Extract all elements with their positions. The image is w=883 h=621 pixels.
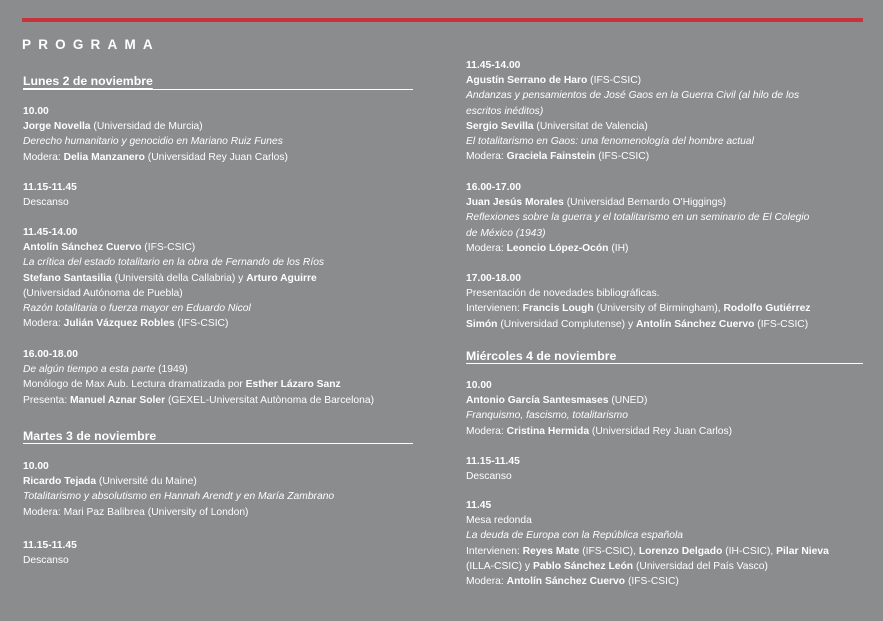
moderator-line: Modera: Mari Paz Balibrea (University of London) [23, 506, 249, 518]
speaker-affiliation: (IFS-CSIC), [579, 545, 639, 557]
moderator-name: Leoncio López-Ocón [506, 242, 609, 254]
talk-title: La deuda de Europa con la República española [466, 530, 683, 542]
session-time: 10.00 [466, 380, 492, 391]
talk-title: Reflexiones sobre la guerra y el totalitarismo en un seminario de El Colegio [466, 212, 810, 224]
session-monday-1000 [23, 104, 288, 165]
speaker-affiliation: (Universidad Autónoma de Puebla) [23, 287, 183, 299]
talk-title: Derecho humanitario y genocidio en Mariano Ruiz Funes [23, 136, 283, 148]
reader-name: Esther Lázaro Sanz [245, 379, 341, 391]
moderator-label: Modera: [466, 576, 507, 588]
day-heading-wednesday: Miércoles 4 de noviembre [466, 349, 617, 363]
speaker-name: Arturo Aguirre [246, 272, 317, 284]
session-time: 11.15-11.45 [23, 540, 77, 551]
speaker-affiliation: (Universidad Bernardo O'Higgings) [563, 197, 727, 209]
presenter-label: Presenta: [23, 394, 70, 406]
session-wednesday-1000 [466, 378, 732, 439]
participants-label: Intervienen: [466, 545, 523, 557]
break-label: Descanso [23, 555, 69, 567]
session-time: 11.45-14.00 [23, 227, 78, 238]
speaker-name: Rodolfo Gutiérrez [723, 303, 811, 315]
presenter-affiliation: (GEXEL-Universitat Autònoma de Barcelona) [165, 394, 375, 406]
moderator-label: Modera: [466, 425, 507, 437]
moderator-label: Modera: [23, 318, 64, 330]
speaker-name: Antolín Sánchez Cuervo [23, 242, 142, 254]
speaker-name: Stefano Santasilia [23, 272, 112, 284]
talk-title: Andanzas y pensamientos de José Gaos en la Guerra Civil (al hilo de los [466, 90, 800, 102]
speaker-name: Pablo Sánchez León [532, 560, 634, 572]
page-title: PROGRAMA [22, 37, 160, 52]
speaker-name: Antolín Sánchez Cuervo [635, 318, 755, 330]
talk-title: Totalitarismo y absolutismo en Hannah Arendt y en María Zambrano [23, 491, 335, 503]
top-accent-bar [22, 18, 863, 22]
speaker-affiliation: (IFS-CSIC) [587, 75, 642, 87]
talk-title-cont: escritos inéditos) [466, 105, 544, 117]
session-wednesday-1145 [466, 498, 829, 589]
work-title: De algún tiempo a esta parte [23, 364, 156, 376]
moderator-label: Modera: [23, 151, 64, 163]
speaker-name-cont: Simón [466, 318, 498, 330]
talk-title: Razón totalitaria o fuerza mayor en Eduardo Nicol [23, 303, 251, 315]
day-heading-rule [466, 363, 863, 364]
speaker-affiliation: (IFS-CSIC) [754, 318, 809, 330]
break-label: Descanso [23, 197, 69, 209]
moderator-name: Antolín Sánchez Cuervo [506, 576, 626, 588]
speaker-affiliation: (IH-CSIC), [722, 545, 777, 557]
moderator-name: Julián Vázquez Robles [63, 318, 175, 330]
break-label: Descanso [466, 471, 512, 483]
speaker-affiliation: (Universidad del País Vasco) [633, 560, 768, 572]
day-heading-rule [23, 89, 413, 90]
event-type: Mesa redonda [466, 515, 532, 527]
speaker-name: Juan Jesús Morales [466, 197, 564, 209]
moderator-affiliation: (IFS-CSIC) [625, 576, 679, 588]
event-description: Presentación de novedades bibliográficas. [466, 288, 660, 300]
session-monday-1600 [23, 347, 374, 408]
session-time: 16.00-17.00 [466, 182, 521, 193]
moderator-affiliation: (Universidad Rey Juan Carlos) [144, 151, 288, 163]
moderator-name: Graciela Fainstein [506, 151, 596, 163]
moderator-label: Modera: [466, 242, 507, 254]
moderator-affiliation: (Universidad Rey Juan Carlos) [589, 425, 733, 437]
speaker-name: Francis Lough [522, 303, 594, 315]
speaker-affiliation: (IFS-CSIC) [141, 242, 196, 254]
speaker-affiliation: (University of Birmingham), [593, 303, 724, 315]
presenter-name: Manuel Aznar Soler [69, 394, 166, 406]
session-wednesday-break [466, 454, 520, 484]
work-year: (1949) [155, 364, 188, 376]
talk-title-cont: de México (1943) [466, 227, 546, 239]
moderator-affiliation: (IFS-CSIC) [595, 151, 650, 163]
moderator-label: Modera: [466, 151, 507, 163]
moderator-affiliation: (IH) [608, 242, 629, 254]
speaker-affiliation: (Universidad Complutense) y [497, 318, 636, 330]
talk-title: El totalitarismo en Gaos: una fenomenología del hombre actual [466, 136, 754, 148]
speaker-name: Lorenzo Delgado [638, 545, 723, 557]
session-monday-break [23, 180, 77, 210]
speaker-name: Pilar Nieva [776, 545, 829, 557]
talk-title: Franquismo, fascismo, totalitarismo [466, 410, 628, 422]
session-time: 11.45 [466, 500, 492, 511]
moderator-name: Cristina Hermida [506, 425, 590, 437]
session-time: 11.15-11.45 [466, 456, 520, 467]
speaker-name: Antonio García Santesmases [466, 395, 609, 407]
moderator-affiliation: (IFS-CSIC) [174, 318, 229, 330]
session-tuesday-1000 [23, 459, 334, 520]
session-tuesday-1700 [466, 271, 810, 332]
session-tuesday-break [23, 538, 77, 568]
session-monday-1145 [23, 225, 324, 331]
talk-title: La crítica del estado totalitario en la obra de Fernando de los Ríos [23, 257, 325, 269]
speaker-affiliation: (UNED) [608, 395, 648, 407]
session-tuesday-1145 [466, 58, 799, 164]
speaker-affiliation: (Universidad de Murcia) [90, 121, 203, 133]
speaker-affiliation: (Université du Maine) [96, 476, 197, 488]
speaker-name: Sergio Sevilla [466, 120, 534, 132]
moderator-name: Delia Manzanero [63, 151, 145, 163]
speaker-affiliation: (Universitat de Valencia) [533, 120, 648, 132]
session-time: 10.00 [23, 461, 49, 472]
session-time: 11.15-11.45 [23, 182, 77, 193]
day-heading-tuesday: Martes 3 de noviembre [23, 429, 157, 443]
speaker-name: Jorge Novella [23, 121, 91, 133]
participants-label: Intervienen: [466, 303, 523, 315]
speaker-affiliation: (Università della Callabria) y [111, 272, 247, 284]
speaker-name: Agustín Serrano de Haro [466, 75, 588, 87]
speaker-name: Reyes Mate [522, 545, 580, 557]
speaker-affiliation: (ILLA-CSIC) y [466, 560, 533, 572]
speaker-name: Ricardo Tejada [23, 476, 97, 488]
event-description: Monólogo de Max Aub. Lectura dramatizada por [23, 379, 246, 391]
day-heading-rule [23, 443, 413, 444]
session-time: 17.00-18.00 [466, 273, 521, 284]
session-tuesday-1600 [466, 180, 809, 256]
session-time: 11.45-14.00 [466, 60, 521, 71]
day-heading-monday: Lunes 2 de noviembre [23, 74, 153, 88]
session-time: 10.00 [23, 106, 49, 117]
session-time: 16.00-18.00 [23, 349, 78, 360]
